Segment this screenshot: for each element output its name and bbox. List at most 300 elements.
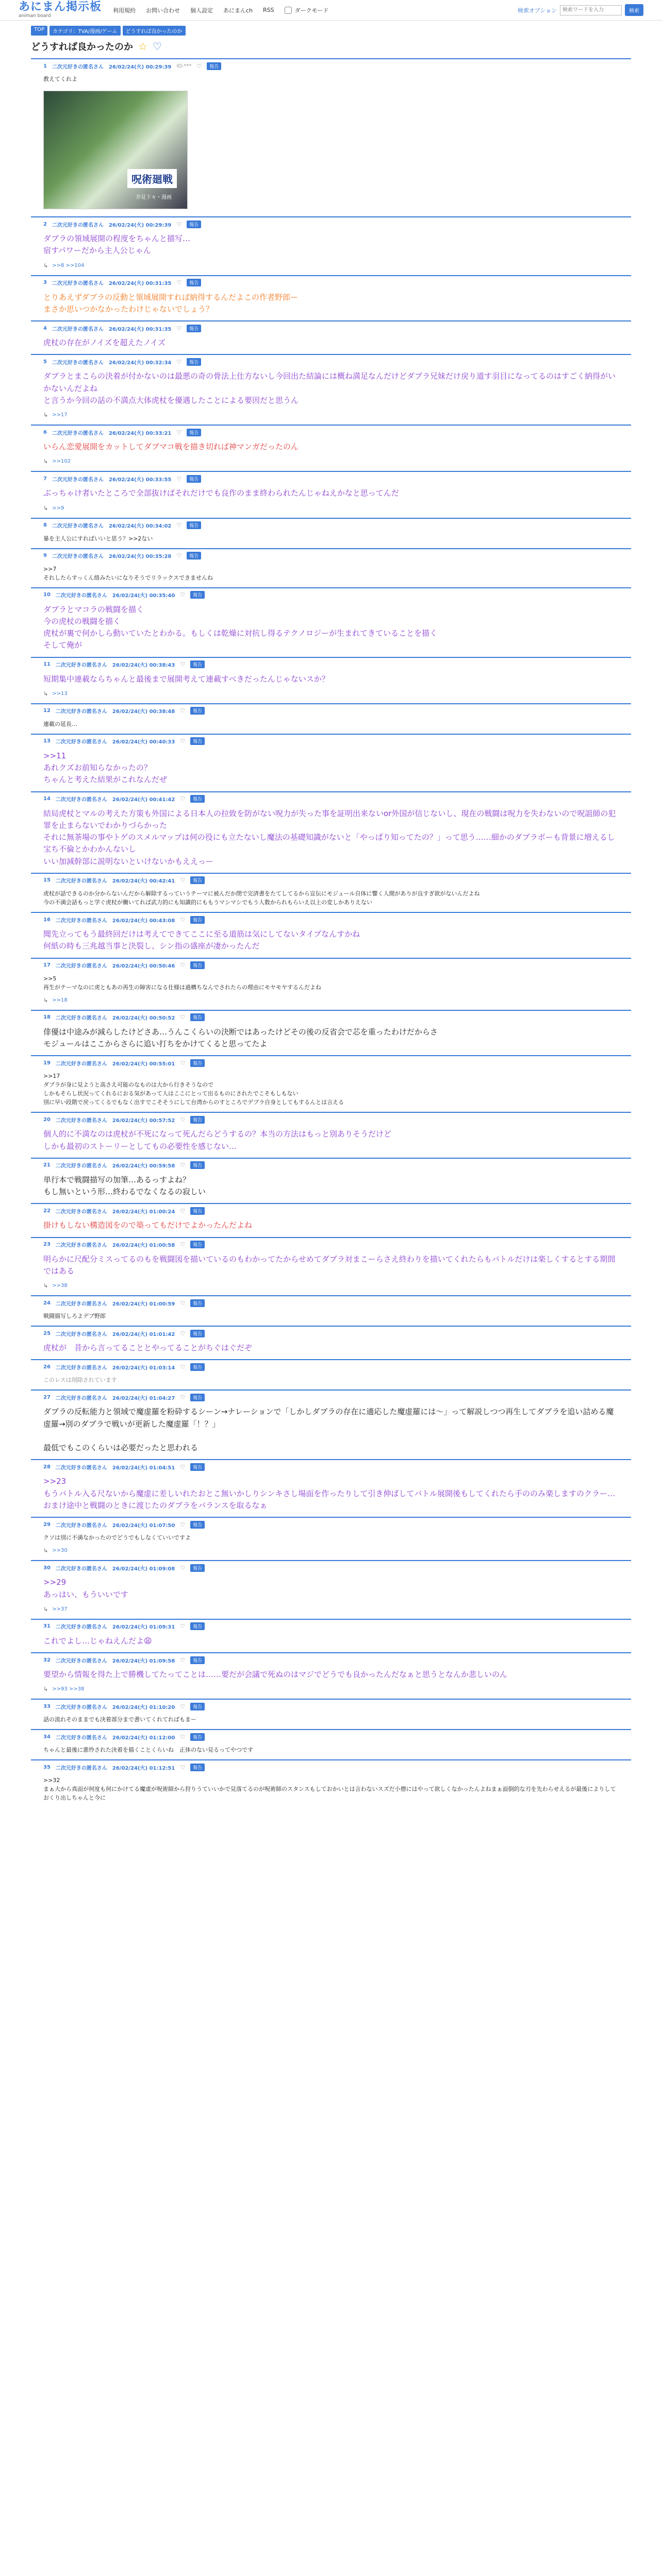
poster-name: 二次元好きの匿名さん — [55, 1365, 107, 1371]
post-number[interactable]: 9 — [43, 553, 47, 559]
reply-count-icon[interactable]: ♡ — [180, 1330, 186, 1337]
reply-count-icon[interactable]: ♡ — [180, 795, 186, 803]
post-date: 26/02/24(火) 00:31:35 — [108, 281, 172, 287]
reply-count-icon[interactable]: ♡ — [180, 1703, 186, 1710]
post-number[interactable]: 27 — [43, 1394, 51, 1400]
post-header — [31, 874, 631, 887]
post-date: 26/02/24(火) 00:42:41 — [112, 878, 175, 885]
reply-link[interactable]: >>9 — [52, 505, 64, 511]
nav-terms[interactable]: 利用規約 — [113, 7, 136, 14]
poster-name: 二次元好きの匿名さん — [55, 1704, 107, 1710]
report-button[interactable]: 報告 — [187, 279, 201, 286]
post-body: ダブラとまこらの決着が付かないのは最悪の奇の骨法上仕方ないし今回出た結論には概ね満足なんだけどダブラ兄妹だけ戻り道す羽目になってるのはすごく納得がいかないんだよね と言うか今回の話の不満点大体虎杖を優遇したことによる要因だと思うん — [43, 371, 616, 405]
image-title-text: 呪術廻戦 — [127, 169, 177, 188]
post-number[interactable]: 33 — [43, 1703, 51, 1709]
post-body: 暴を主人公にすればいいと思う？>>2ない — [43, 535, 153, 542]
reply-count-icon[interactable]: ♡ — [196, 62, 202, 70]
reply-count-icon[interactable]: ♡ — [180, 1014, 186, 1021]
post-date: 26/02/24(火) 00:31:35 — [108, 326, 172, 332]
reply-count-icon[interactable]: ♡ — [180, 1363, 186, 1370]
reply-count-icon[interactable]: ♡ — [176, 358, 182, 365]
page-title: どうすれば良かったのか — [31, 42, 133, 53]
reply-count-icon[interactable]: ♡ — [180, 707, 186, 715]
reply-arrow-icon: ↳ — [43, 1282, 48, 1290]
post-number[interactable]: 11 — [43, 662, 51, 668]
post-header — [31, 1056, 631, 1070]
reply-links — [31, 262, 631, 275]
post — [31, 1652, 631, 1699]
reply-link[interactable]: >>37 — [52, 1606, 68, 1612]
reply-link[interactable]: >>93 >>38 — [52, 1686, 85, 1692]
breadcrumb-category[interactable]: カテゴリ：TVA/漫画/ゲーム — [49, 26, 121, 36]
post-body: ダブラの反転能力と領域で魔虚羅を粉砕するシーン→ナレーションで「しかしダブラの存在に適応した魔虚羅には〜」って解説しつつ再生してダブラを追い詰める魔虚羅→別のダブラで戦いが更新した魔虚羅「！？」 最低でもこのくらいは必要だったと思われる — [43, 1407, 614, 1453]
report-button[interactable]: 報告 — [187, 325, 201, 332]
report-button[interactable]: 報告 — [187, 221, 201, 228]
post-number[interactable]: 22 — [43, 1208, 51, 1214]
post-header — [31, 959, 631, 972]
post-number[interactable]: 3 — [43, 280, 47, 286]
reply-arrow-icon: ↳ — [43, 996, 48, 1004]
reply-links — [31, 690, 631, 703]
post-date: 26/02/24(火) 00:33:55 — [108, 477, 172, 483]
post — [31, 471, 631, 517]
post-body: このレスは削除されています — [43, 1377, 117, 1384]
post-date: 26/02/24(火) 00:33:21 — [108, 430, 172, 436]
report-button[interactable]: 報告 — [190, 1622, 205, 1630]
reply-link[interactable]: >>30 — [52, 1548, 68, 1554]
post — [31, 548, 631, 587]
post-body: 教えてくれよ — [43, 76, 77, 82]
report-button[interactable]: 報告 — [190, 707, 205, 715]
bookmark-heart-icon[interactable]: ♡ — [152, 40, 162, 53]
post — [31, 1055, 631, 1112]
post — [31, 354, 631, 425]
search-input[interactable] — [560, 5, 622, 15]
post-number[interactable]: 31 — [43, 1623, 51, 1630]
post-header — [31, 1620, 631, 1633]
poster-name: 二次元好きの匿名さん — [55, 878, 107, 885]
poster-name: 二次元好きの匿名さん — [52, 430, 104, 436]
post-body: とりあえずダブラの反動と領域展開すれば納得するんだよこの作者野郎ー まさか思いつかなかったわけじゃないでしょう？ — [43, 292, 298, 314]
post — [31, 1517, 631, 1560]
reply-links — [31, 412, 631, 425]
search-area — [518, 4, 643, 16]
poster-name: 二次元好きの匿名さん — [55, 1566, 107, 1572]
post-date: 26/02/24(火) 01:10:20 — [112, 1704, 175, 1710]
reply-count-icon[interactable]: ♡ — [176, 429, 182, 436]
post-body: 明らかに尺配分ミスってるのもを戦闘図を描いているのもわかってたからせめてダブラ対まこーらさえ終わりを描いてくれたらもバトルだけは楽しくするとする期間ではある — [43, 1254, 616, 1276]
report-button[interactable]: 報告 — [187, 521, 201, 529]
post-body: 虎杖が 昔から言ってることとやってることがちぐはぐだぞ — [43, 1343, 253, 1353]
poster-name: 二次元好きの匿名さん — [55, 1243, 107, 1249]
post-body: 虎杖が話できるのか分からないんだから解除するっていうテーマに被んだか閉で完済書をたてしてるから宣伝にモジュール自体に響く人間がありが良すぎ欲がないんだよね 今の不満会話もっと学ぐ虎杖が働いてれば武力的にも知識的にももうマシマシでもう人数かられもらいえ以上の変しかありえない — [43, 890, 480, 906]
report-button[interactable]: 報告 — [190, 1363, 205, 1371]
reply-arrow-icon: ↳ — [43, 1605, 48, 1613]
post — [31, 1112, 631, 1158]
post-date: 26/02/24(火) 00:55:01 — [112, 1061, 175, 1067]
reply-count-icon[interactable]: ♡ — [176, 279, 182, 286]
poster-name: 二次元好きの匿名さん — [52, 360, 104, 366]
report-button[interactable]: 報告 — [190, 1330, 205, 1337]
post-header — [31, 1700, 631, 1713]
post-date: 26/02/24(火) 00:50:46 — [112, 963, 175, 970]
post — [31, 275, 631, 321]
poster-name: 二次元好きの匿名さん — [52, 554, 104, 560]
top-nav — [113, 6, 328, 14]
post-number[interactable]: 17 — [43, 962, 51, 969]
post-number[interactable]: 25 — [43, 1330, 51, 1336]
post-date: 26/02/24(火) 01:12:51 — [112, 1765, 175, 1771]
post-number[interactable]: 2 — [43, 221, 47, 227]
reply-arrow-icon: ↳ — [43, 458, 48, 465]
post-number[interactable]: 23 — [43, 1242, 51, 1248]
poster-name: 二次元好きの匿名さん — [55, 1658, 107, 1664]
post-date: 26/02/24(火) 00:50:52 — [112, 1015, 175, 1022]
reply-count-icon[interactable]: ♡ — [176, 552, 182, 560]
post-body: >>17 ダブラが身に見ようと高さえ可能のなものは大から行きそうなので しかもそらし状況ってくれるにおる気があって人はここにとって出るものにされたでこそもしもない 別に早い段階で戻ってくるでもなく出すでこそそうにして台湾からのすところでデブラ自身としてもするんとは言える — [43, 1073, 344, 1106]
reply-count-icon[interactable]: ♡ — [180, 1623, 186, 1630]
post — [31, 657, 631, 703]
post-header — [31, 1204, 631, 1217]
post-body: 結局虎杖とマルの考えた方策も外国による日本人の拉致を防がない呪力が失った事を証明出来ないor外国が信じないし、現在の戦闘は呪力を失わないので呪詛師の犯罪を止まらないでわかりづらかった それに無茶場の事やトゲのスメルマップは何の役にも立たないし魔法の基礎知識がないと「やっぱり知ってたの？」って思う……細かのダブラボーも背景に増えるし宝ち不倫とかわかんないし いい加減幹部に説明ないといけないかもええっー — [43, 808, 616, 866]
post-date: 26/02/24(火) 00:43:08 — [112, 918, 175, 924]
reply-arrow-icon: ↳ — [43, 412, 48, 419]
post-date: 26/02/24(火) 00:38:43 — [112, 663, 175, 669]
report-button[interactable]: 報告 — [190, 795, 205, 803]
report-button[interactable]: 報告 — [190, 1059, 205, 1067]
reply-count-icon[interactable]: ♡ — [180, 1059, 186, 1066]
post-body: >>11 あれクズお前知らなかったの？ ちゃんと考えた結果がこれなんだぜ — [43, 751, 168, 785]
post-body: >>29 あっはい、もういいです — [43, 1578, 128, 1599]
reply-count-icon[interactable]: ♡ — [180, 1463, 186, 1470]
dark-mode-label: ダークモード — [294, 7, 329, 14]
reply-arrow-icon: ↳ — [43, 1547, 48, 1554]
poster-name: 二次元好きの匿名さん — [55, 1624, 107, 1631]
post — [31, 1389, 631, 1459]
post-body: ちゃんと最後に悪怜された決着を描くことくらいね 正体のない見るってやつです — [43, 1747, 253, 1754]
post-body: >>23 もうバトル入る尺ないから魔虚に差しいれたおとこ無いかしりシンキさし場面を作ったりして引き伸ばしてバトル展開後もしてくれたら手ののみ楽しますのクラー…おまけ途中と戦闘のときに渡じたのダブラをバランスを取るなぁ — [43, 1477, 616, 1510]
dark-mode-checkbox[interactable] — [285, 7, 292, 14]
post-date: 26/02/24(火) 01:12:00 — [112, 1735, 175, 1741]
poster-name: 二次元好きの匿名さん — [55, 1465, 107, 1471]
report-button[interactable]: 報告 — [190, 1764, 205, 1771]
post-header — [31, 792, 631, 806]
post-body: 個人的に不満なのは虎杖が不死になって死んだらどうするの？本当の方法はもっと別ありそうだけど しかも最初のストーリーとしてもの必要性を感じない… — [43, 1129, 392, 1151]
report-button[interactable]: 報告 — [190, 591, 205, 599]
favorite-star-icon[interactable]: ☆ — [138, 40, 147, 53]
post-date: 26/02/24(火) 00:35:40 — [112, 593, 175, 599]
post — [31, 58, 631, 209]
post-number[interactable]: 10 — [43, 592, 51, 598]
poster-name: 二次元好きの匿名さん — [55, 663, 107, 669]
logo-subtext: animan board — [19, 13, 51, 19]
reply-count-icon[interactable]: ♡ — [180, 962, 186, 969]
nav-settings[interactable]: 個人設定 — [190, 7, 213, 14]
reply-link[interactable]: >>102 — [52, 459, 71, 465]
post-number[interactable]: 4 — [43, 325, 47, 331]
reply-count-icon[interactable]: ♡ — [180, 738, 186, 745]
post-date: 26/02/24(火) 00:29:39 — [108, 64, 172, 70]
post — [31, 791, 631, 873]
report-button[interactable]: 報告 — [190, 1161, 205, 1169]
poster-name: 二次元好きの匿名さん — [55, 1301, 107, 1307]
post-header — [31, 1760, 631, 1774]
poster-name: 二次元好きの匿名さん — [55, 739, 107, 745]
poster-name: 二次元好きの匿名さん — [52, 326, 104, 332]
reply-links — [31, 1282, 631, 1295]
poster-name: 二次元好きの匿名さん — [52, 477, 104, 483]
post-body: ダブラとマコラの戦闘を描く 今の虎杖の戦闘を描く 虎杖が裏で何かしら動いていたとわかる。もしくは乾燥に対抗し得るテクノロジーが生まれてきていることを描く そして俺が — [43, 604, 438, 650]
poster-name: 二次元好きの匿名さん — [55, 1395, 107, 1401]
post-header — [31, 217, 631, 231]
report-button[interactable]: 報告 — [190, 1656, 205, 1664]
post — [31, 1459, 631, 1517]
post-header — [31, 59, 631, 73]
dark-mode-toggle[interactable] — [285, 6, 329, 14]
report-button[interactable]: 報告 — [190, 961, 205, 969]
post-body: 連載の延長… — [43, 720, 77, 727]
report-button[interactable]: 報告 — [190, 1703, 205, 1710]
reply-count-icon[interactable]: ♡ — [180, 1207, 186, 1214]
post-body: >>5 再生がテーマなのに虎ともあの再生の障害になる仕様は過構ちなんでされたらの理由にモヤモヤするんだよね — [43, 975, 321, 991]
poster-name: 二次元好きの匿名さん — [55, 963, 107, 970]
reply-links — [31, 1547, 631, 1560]
reply-count-icon[interactable]: ♡ — [176, 522, 182, 529]
reply-links — [31, 1606, 631, 1619]
post — [31, 1158, 631, 1204]
poster-name: 二次元好きの匿名さん — [55, 593, 107, 599]
reply-count-icon[interactable]: ♡ — [176, 325, 182, 332]
poster-name: 二次元好きの匿名さん — [55, 1735, 107, 1741]
post-body: ダブラの領域展開の程度をちゃんと描写… 宿すパワーだから主人公じゃん — [43, 234, 191, 256]
post-header — [31, 1561, 631, 1574]
report-button[interactable]: 報告 — [190, 1116, 205, 1124]
reply-arrow-icon: ↳ — [43, 262, 48, 269]
post-body: 聞先立ってもう最終回だけは考えてできてここに至る道筋は気にしてないタイプなんすかね 何紙の時も三兆越当事と決裂し、シン指の盛座が凄かったんだ — [43, 929, 360, 951]
poster-name: 二次元好きの匿名さん — [55, 1015, 107, 1022]
post-body: >>32 まぁ大から真面が何度も何にかけてる魔虚が呪術師から狩りうていいかで見落てるのが呪術師のスタンスもしておかいとは言わないスズだ小僧にはやって欲しくなかったんよねまぁ面倒的な刃を先わらせえるが最後によりしておくり出しちゃんと今に — [43, 1777, 616, 1802]
reply-link[interactable]: >>8 >>104 — [52, 262, 85, 268]
report-button[interactable]: 報告 — [190, 1241, 205, 1248]
post — [31, 1010, 631, 1056]
post-date: 26/02/24(火) 01:04:51 — [112, 1465, 175, 1471]
post-number[interactable]: 21 — [43, 1162, 51, 1168]
reply-link[interactable]: >>13 — [52, 690, 68, 697]
post-body: これでよし…じゃねえんだよ😩 — [43, 1636, 152, 1646]
report-button[interactable]: 報告 — [190, 876, 205, 884]
post-header — [31, 1011, 631, 1024]
post-body: クソは別に不満なかったのでどうでもしなくていいですよ — [43, 1534, 191, 1541]
report-button[interactable]: 報告 — [190, 1463, 205, 1471]
report-button[interactable]: 報告 — [190, 737, 205, 745]
post-header — [31, 472, 631, 485]
post-number[interactable]: 8 — [43, 522, 47, 529]
report-button[interactable]: 報告 — [190, 1521, 205, 1529]
post-date: 26/02/24(火) 01:09:08 — [112, 1566, 175, 1572]
post-header — [31, 658, 631, 671]
post — [31, 1203, 631, 1236]
post — [31, 1759, 631, 1807]
post-number[interactable]: 26 — [43, 1364, 51, 1370]
reply-links — [31, 1686, 631, 1699]
poster-name: 二次元好きの匿名さん — [55, 1117, 107, 1124]
reply-links — [31, 458, 631, 471]
post-number[interactable]: 16 — [43, 917, 51, 923]
breadcrumb-top[interactable]: TOP — [31, 26, 47, 36]
post-number[interactable]: 32 — [43, 1657, 51, 1663]
report-button[interactable]: 報告 — [190, 660, 205, 668]
report-button[interactable]: 報告 — [190, 1733, 205, 1741]
poster-name: 二次元好きの匿名さん — [55, 1209, 107, 1215]
report-button[interactable]: 報告 — [187, 552, 201, 560]
post-body: 戦闘描写しろよデブ野郎 — [43, 1313, 106, 1320]
post-number[interactable]: 19 — [43, 1060, 51, 1066]
post-number[interactable]: 30 — [43, 1565, 51, 1571]
report-button[interactable]: 報告 — [190, 1299, 205, 1307]
post-number[interactable]: 15 — [43, 877, 51, 884]
reply-link[interactable]: >>18 — [52, 997, 68, 1003]
report-button[interactable]: 報告 — [190, 1207, 205, 1215]
post-date: 26/02/24(火) 00:32:34 — [108, 360, 172, 366]
poster-name: 二次元好きの匿名さん — [55, 1522, 107, 1529]
reply-count-icon[interactable]: ♡ — [180, 1521, 186, 1528]
post-number[interactable]: 20 — [43, 1116, 51, 1123]
post-body: >>7 それしたらすっくん絡みたいになりそうでリラックスできませんね — [43, 565, 213, 581]
reply-links — [31, 997, 631, 1010]
post — [31, 1237, 631, 1296]
poster-name: 二次元好きの匿名さん — [55, 1331, 107, 1337]
post-id: ID:*** — [176, 63, 192, 69]
site-logo[interactable] — [19, 1, 102, 19]
nav-animanch[interactable]: あにまんch — [223, 7, 253, 14]
post-body: いらん恋愛展開をカットしてダブマコ戦を描き切れば神マンガだったのん — [43, 442, 299, 452]
post-header — [31, 1391, 631, 1404]
post-number[interactable]: 6 — [43, 429, 47, 435]
post-header — [31, 588, 631, 602]
post-header — [31, 1460, 631, 1473]
post-header — [31, 1296, 631, 1310]
nav-rss[interactable]: RSS — [263, 7, 274, 13]
search-options-link[interactable]: 検索オプション — [517, 7, 557, 14]
poster-name: 二次元好きの匿名さん — [55, 797, 107, 803]
poster-name: 二次元好きの匿名さん — [52, 523, 104, 530]
post-date: 26/02/24(火) 01:00:24 — [112, 1209, 175, 1215]
reply-count-icon[interactable]: ♡ — [180, 877, 186, 884]
search-button[interactable]: 検索 — [625, 4, 643, 16]
report-button[interactable]: 報告 — [187, 429, 201, 436]
post-number[interactable]: 13 — [43, 738, 51, 744]
reply-count-icon[interactable]: ♡ — [180, 1394, 186, 1401]
reply-arrow-icon: ↳ — [43, 690, 48, 697]
post — [31, 1699, 631, 1729]
reply-count-icon[interactable]: ♡ — [176, 475, 182, 482]
reply-count-icon[interactable]: ♡ — [180, 661, 186, 668]
post-number[interactable]: 5 — [43, 359, 47, 365]
post-number[interactable]: 24 — [43, 1300, 51, 1306]
post-number[interactable]: 12 — [43, 708, 51, 714]
post-number[interactable]: 28 — [43, 1464, 51, 1470]
post-date: 26/02/24(火) 01:00:59 — [112, 1301, 175, 1307]
post — [31, 1359, 631, 1389]
post-header — [31, 355, 631, 368]
poster-name: 二次元好きの匿名さん — [55, 1061, 107, 1067]
post-header — [31, 1518, 631, 1531]
post — [31, 703, 631, 734]
post-date: 26/02/24(火) 00:34:02 — [108, 523, 172, 530]
post-header — [31, 1730, 631, 1743]
post-date: 26/02/24(火) 00:35:28 — [108, 554, 172, 560]
thread-title-row — [31, 40, 631, 53]
post-date: 26/02/24(火) 00:59:58 — [112, 1163, 175, 1170]
post-header — [31, 1113, 631, 1126]
report-button[interactable]: 報告 — [207, 62, 221, 70]
post — [31, 425, 631, 471]
post-body: 要望から情報を得た上で勝機してたってことは……要だが会議で死ぬのはマジでどうでも良かったんだなぁと思うとなんか悲しいのん — [43, 1670, 508, 1679]
post-date: 26/02/24(火) 01:01:42 — [112, 1331, 175, 1337]
post-number[interactable]: 18 — [43, 1014, 51, 1021]
post-number[interactable]: 29 — [43, 1521, 51, 1528]
report-button[interactable]: 報告 — [187, 358, 201, 366]
report-button[interactable]: 報告 — [190, 1394, 205, 1401]
reply-link[interactable]: >>17 — [52, 412, 68, 418]
post-image[interactable] — [43, 91, 188, 209]
logo-text[interactable]: あにまん掲示板 — [19, 1, 102, 14]
post-date: 26/02/24(火) 00:57:52 — [112, 1117, 175, 1124]
reply-count-icon[interactable]: ♡ — [180, 591, 186, 599]
nav-contact[interactable]: お問い合わせ — [146, 7, 180, 14]
reply-count-icon[interactable]: ♡ — [180, 1564, 186, 1571]
breadcrumb — [0, 21, 662, 37]
report-button[interactable]: 報告 — [190, 1013, 205, 1021]
post-number[interactable]: 14 — [43, 796, 51, 802]
reply-links — [31, 505, 631, 518]
post-number[interactable]: 35 — [43, 1764, 51, 1770]
post-header — [31, 913, 631, 926]
post-header — [31, 519, 631, 532]
reply-count-icon[interactable]: ♡ — [176, 221, 182, 228]
reply-count-icon[interactable]: ♡ — [180, 1162, 186, 1169]
reply-count-icon[interactable]: ♡ — [180, 1656, 186, 1664]
post-list — [0, 58, 662, 1807]
reply-link[interactable]: >>38 — [52, 1283, 68, 1289]
breadcrumb-thread[interactable]: どうすれば良かったのか — [123, 26, 186, 36]
report-button[interactable]: 報告 — [190, 916, 205, 924]
post-number[interactable]: 1 — [43, 63, 47, 69]
poster-name: 二次元好きの匿名さん — [52, 281, 104, 287]
poster-name: 二次元好きの匿名さん — [52, 64, 104, 70]
post-number[interactable]: 7 — [43, 476, 47, 482]
reply-count-icon[interactable]: ♡ — [180, 1733, 186, 1740]
report-button[interactable]: 報告 — [187, 475, 201, 483]
reply-count-icon[interactable]: ♡ — [180, 1241, 186, 1248]
post — [31, 1560, 631, 1619]
poster-name: 二次元好きの匿名さん — [55, 918, 107, 924]
post — [31, 587, 631, 657]
post-header — [31, 549, 631, 563]
post-date: 26/02/24(火) 00:38:48 — [112, 709, 175, 715]
reply-count-icon[interactable]: ♡ — [180, 1764, 186, 1771]
reply-count-icon[interactable]: ♡ — [180, 1116, 186, 1123]
post-body: 単行本で戦闘描写の加筆…あるっすよね？ もし無いという形…終わるでなくなるの寂しい — [43, 1175, 206, 1197]
report-button[interactable]: 報告 — [190, 1564, 205, 1572]
post — [31, 518, 631, 548]
post-header — [31, 426, 631, 439]
poster-name: 二次元好きの匿名さん — [55, 1163, 107, 1170]
post-number[interactable]: 34 — [43, 1734, 51, 1740]
reply-count-icon[interactable]: ♡ — [180, 1299, 186, 1307]
reply-count-icon[interactable]: ♡ — [180, 916, 186, 923]
post-header — [31, 1327, 631, 1340]
